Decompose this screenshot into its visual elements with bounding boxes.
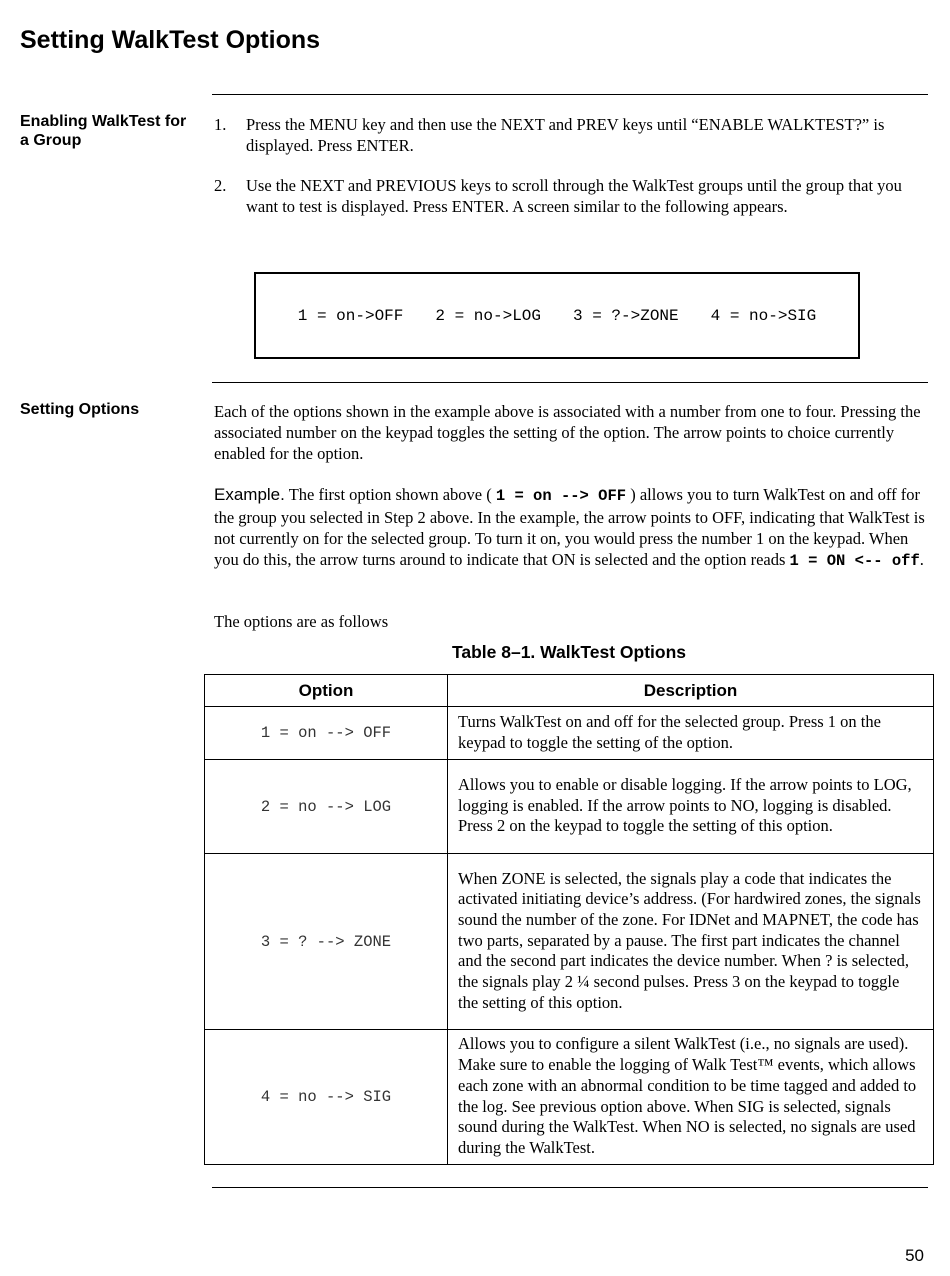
step-1 [214, 114, 924, 156]
display-option-4: 4 = no->SIG [710, 306, 817, 325]
section-heading-setting-options: Setting Options [20, 401, 140, 418]
paragraph-options-intro: Each of the options shown in the example above is associated with a number from one to four. Pressing the associated number on the keypad toggles the setting of the option. The arrow points to choice currently enabled for the option. [214, 402, 921, 463]
section-heading-enabling: Enabling WalkTest for a Group [20, 113, 187, 149]
option-cell: 4 = no --> SIG [205, 1030, 448, 1165]
display-option-1: 1 = on->OFF [297, 306, 404, 325]
section-divider [212, 1187, 928, 1188]
example-text: The first option shown above ( [284, 485, 496, 504]
option-cell: 2 = no --> LOG [205, 760, 448, 854]
panel-display-example [254, 272, 860, 359]
description-cell: Turns WalkTest on and off for the selected group. Press 1 on the keypad to toggle the setting of the option. [448, 707, 934, 760]
display-option-3: 3 = ?->ZONE [573, 306, 679, 325]
paragraph-example [214, 484, 926, 572]
step-text: Press the MENU key and then use the NEXT and PREV keys until “ENABLE WALKTEST?” is displayed. Press ENTER. [246, 115, 885, 155]
option-cell: 3 = ? --> ZONE [205, 854, 448, 1030]
step-number: 1. [214, 115, 227, 134]
display-option-2: 2 = no->LOG [435, 306, 541, 325]
table-header-row [205, 675, 934, 707]
step-2 [214, 175, 924, 217]
section-divider [212, 382, 928, 383]
example-code: 1 = on --> OFF [495, 487, 627, 505]
example-lead: Example. [214, 485, 285, 504]
column-header-description: Description [448, 675, 934, 707]
paragraph-options-follow: The options are as follows [214, 612, 389, 631]
example-text: . [919, 550, 924, 569]
example-code: 1 = ON <-- off [789, 552, 920, 570]
page-number: 50 [905, 1246, 924, 1265]
example-text: ) allows you to turn WalkTest on and off for the group you selected in Step 2 above. In the example, the arrow points to OFF, indicating that WalkTest is not currently on for the selected group. To turn it on, you would press the number 1 on the keypad. When you do this, the arrow turns around to indicate that ON is selected and the option reads [214, 485, 925, 569]
table-row [205, 707, 934, 760]
description-cell: Allows you to configure a silent WalkTest (i.e., no signals are used). Make sure to enable the logging of Walk Test™ events, which allows each zone with an abnormal condition to be time tagged and added to the log. See previous option above. When SIG is selected, signals sound during the WalkTest. When NO is selected, no signals are used during the WalkTest. [448, 1030, 934, 1165]
description-cell: Allows you to enable or disable logging. If the arrow points to LOG, logging is enabled. If the arrow points to NO, logging is disabled. Press 2 on the keypad to toggle the setting of this option. [448, 760, 934, 854]
step-number: 2. [214, 176, 227, 195]
table-row [205, 1030, 934, 1165]
section-divider [212, 94, 928, 95]
table-caption: Table 8–1. WalkTest Options [451, 642, 687, 662]
walktest-options-table [204, 674, 934, 1165]
option-cell: 1 = on --> OFF [205, 707, 448, 760]
description-cell: When ZONE is selected, the signals play a code that indicates the activated initiating device’s address. (For hardwired zones, the signals sound the number of the zone. For IDNet and MAPNET, the code has two parts, separated by a pause. The first part indicates the channel and the second part indicates the device number. When ? is selected, the signals play 2 ¼ second pulses. Press 3 on the keypad to toggle the setting of this option. [448, 854, 934, 1030]
page-title: Setting WalkTest Options [20, 26, 321, 54]
table-row [205, 854, 934, 1030]
step-text: Use the NEXT and PREVIOUS keys to scroll through the WalkTest groups until the group that you want to test is displayed. Press ENTER. A screen similar to the following appears. [246, 176, 902, 216]
table-row [205, 760, 934, 854]
column-header-option: Option [205, 675, 448, 707]
